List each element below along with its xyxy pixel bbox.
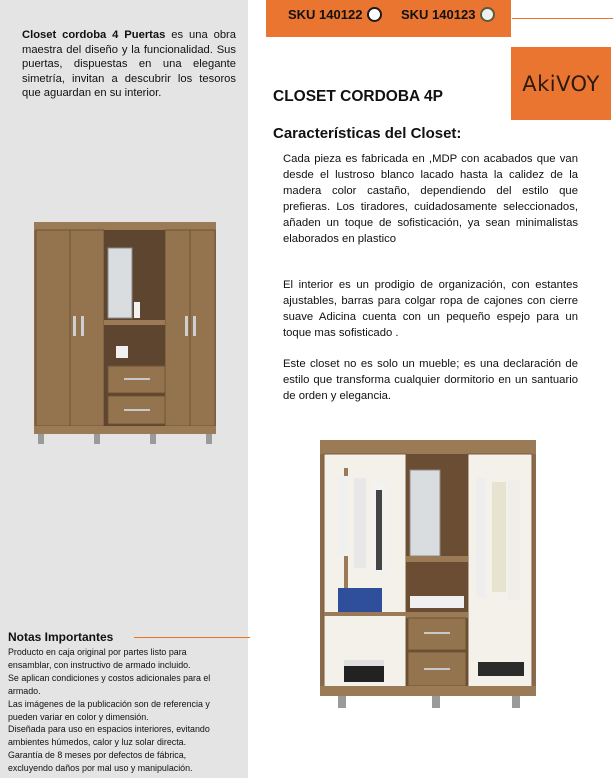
sku-label: SKU 140123 [401, 7, 476, 22]
notes-line: excluyendo daños por mal uso y manipulación. [8, 763, 193, 774]
radio-unselected-icon[interactable] [367, 7, 382, 22]
feature-paragraph: Este closet no es solo un mueble; es una declaración de estilo que transforma cualquier dormitorio en un santuario de orden y elegancia. [283, 358, 578, 402]
intro-description: es una obra maestra del diseño y la funcionalidad. Sus puertas, dispuestas en una elegante simetría, invitan a descubrir los tesoros que aguardan en su interior. [22, 29, 236, 100]
feature-paragraph: El interior es un prodigio de organización, con estantes ajustables, barras para colgar ropa de cajones con cierre suave Adicina cuenta con un pequeño espejo para un toque mas sofisticado . [283, 279, 578, 339]
sku-bar [266, 0, 511, 37]
closet-closed-image [32, 218, 218, 446]
notes-line: Las imágenes de la publicación son de referencia y [8, 698, 210, 709]
radio-selected-icon[interactable] [480, 7, 495, 22]
logo-text: AkiVOY [522, 71, 600, 96]
notes-divider [134, 637, 250, 638]
product-title: CLOSET CORDOBA 4P [273, 88, 443, 105]
sku-label: SKU 140122 [288, 7, 363, 22]
header-divider [512, 18, 613, 19]
notes-list [8, 646, 248, 775]
brand-logo [511, 47, 611, 120]
notes-line: ensamblar, con instructivo de armado incluido. [8, 659, 191, 670]
intro-product-name: Closet cordoba 4 Puertas [22, 29, 166, 41]
feature-paragraph: Cada pieza es fabricada en ,MDP con acabados que van desde el lustroso blanco lacado hasta la calidez de la madera color castaño, dependiendo del estilo que prefieras. Los tiradores, cuidadosamente seleccionados, añaden un toque de sofisticación, ya sean minimalistas elaborados en plastico [283, 153, 578, 245]
intro-text [22, 28, 236, 101]
section-heading: Características del Closet: [273, 125, 462, 142]
notes-line: Garantía de 8 meses por defectos de fábrica, [8, 750, 187, 761]
closet-open-image [316, 436, 542, 712]
notes-title: Notas Importantes [8, 630, 114, 644]
notes-line: Diseñada para uso en espacios interiores, evitando [8, 724, 210, 735]
notes-line: ambientes húmedos, calor y luz solar directa. [8, 737, 187, 748]
sku-option-140123[interactable] [401, 7, 495, 22]
notes-line: Se aplican condiciones y costos adicionales para el [8, 672, 211, 683]
notes-line: Producto en caja original por partes listo para [8, 647, 187, 657]
notes-line: pueden variar en color y dimensión. [8, 711, 149, 722]
sku-option-140122[interactable] [288, 7, 382, 22]
notes-line: armado. [8, 685, 41, 696]
